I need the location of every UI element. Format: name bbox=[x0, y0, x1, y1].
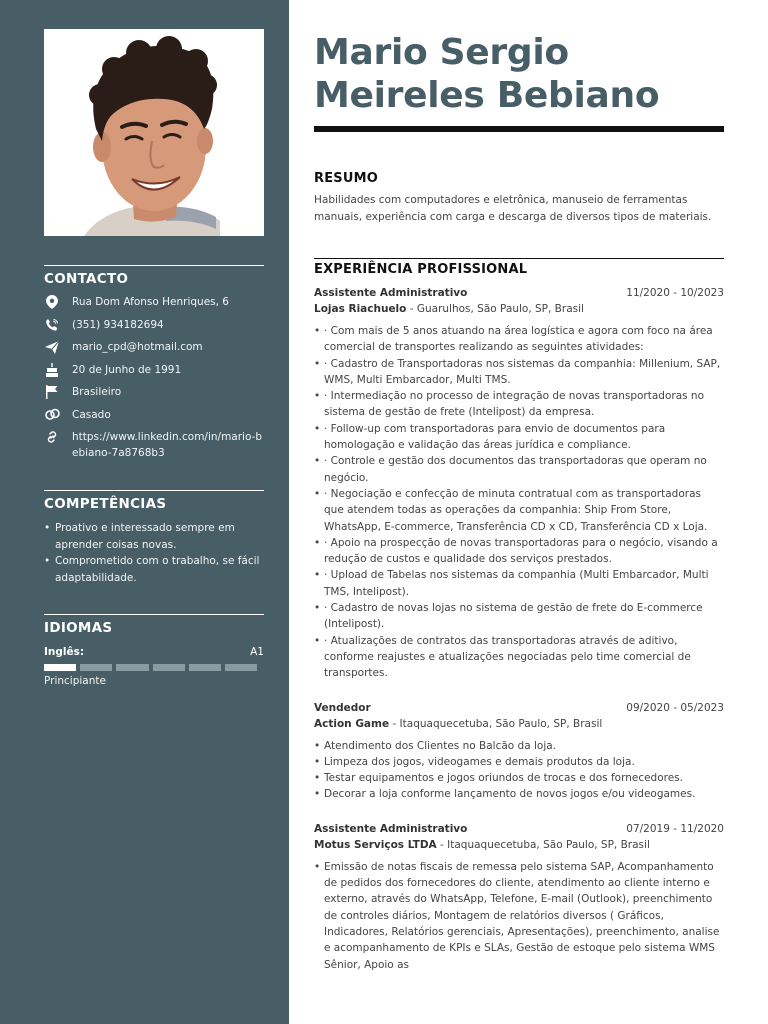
language-level-label: Principiante bbox=[44, 675, 106, 687]
summary-section bbox=[314, 171, 724, 225]
profile-photo bbox=[44, 29, 264, 236]
job-header bbox=[314, 821, 724, 837]
job-bullets bbox=[314, 323, 724, 682]
job-dates: 11/2020 - 10/2023 bbox=[626, 287, 724, 299]
job-location: - Guarulhos, São Paulo, SP, Brasil bbox=[406, 303, 584, 315]
contact-email-text: mario_cpd@hotmail.com bbox=[72, 341, 203, 353]
contact-nationality bbox=[44, 384, 264, 400]
contact-marital-status bbox=[44, 407, 264, 423]
skills-section bbox=[44, 490, 264, 586]
job-company-line bbox=[314, 837, 724, 853]
job-bullet: • Emissão de notas fiscais de remessa pelo sistema SAP, Acompanhamento de pedidos dos fornecedores do cliente, atendimento ao cliente interno e externo, através do WhatsApp, Telefone, E-mail (Outlook), preenchimento de controles diários, Montagem de relatórios diversos ( Gráficos, Indicadores, Relatórios gerenciais, Apresentações), preenchimento, analise e acompanhamento de KPIs e SLAs, Gestão de estoque pelo sistema WMS Sênior, Apoio as bbox=[314, 859, 724, 973]
send-icon bbox=[44, 339, 60, 355]
job-entry bbox=[314, 821, 724, 973]
job-bullet: • · Atualizações de contratos das transportadoras através de aditivo, conforme reajustes e atualizações negociadas pelo time comercial de transportes. bbox=[314, 633, 724, 682]
name-divider bbox=[314, 126, 724, 132]
language-level-segment bbox=[189, 664, 221, 671]
phone-icon bbox=[44, 317, 60, 333]
contact-section bbox=[44, 265, 264, 468]
skill-item: • Comprometido com o trabalho, se fácil adaptabilidade. bbox=[44, 553, 264, 586]
language-level-segment bbox=[225, 664, 257, 671]
languages-section bbox=[44, 614, 264, 687]
experience-title: EXPERIÊNCIA PROFISSIONAL bbox=[314, 262, 528, 277]
job-bullet: • Testar equipamentos e jogos oriundos de trocas e dos fornecedores. bbox=[314, 770, 724, 786]
job-bullet: • · Cadastro de novas lojas no sistema de gestão de frete do E-commerce (Intelipost). bbox=[314, 600, 724, 633]
job-role: Assistente Administrativo bbox=[314, 822, 468, 835]
language-row bbox=[44, 645, 264, 659]
job-bullet: • · Intermediação no processo de integração de novas transportadoras no sistema de gestão de frete (Intelipost) da empresa. bbox=[314, 388, 724, 421]
job-role: Vendedor bbox=[314, 701, 371, 714]
location-pin-icon bbox=[44, 294, 60, 310]
name-line-2: Meireles Bebiano bbox=[314, 75, 660, 116]
job-company-line bbox=[314, 301, 724, 317]
profile-photo-illustration bbox=[44, 29, 264, 236]
job-dates: 09/2020 - 05/2023 bbox=[626, 701, 724, 714]
job-bullet: • Atendimento dos Clientes no Balcão da loja. bbox=[314, 738, 724, 754]
language-name: Inglês: bbox=[44, 646, 85, 658]
job-company-line bbox=[314, 716, 724, 732]
contact-linkedin[interactable] bbox=[44, 429, 264, 461]
job-dates: 07/2019 - 11/2020 bbox=[626, 822, 724, 835]
job-bullet: • Limpeza dos jogos, videogames e demais produtos da loja. bbox=[314, 754, 724, 770]
link-icon bbox=[44, 429, 60, 445]
skill-item: • Proativo e interessado sempre em aprender coisas novas. bbox=[44, 520, 264, 553]
job-bullet: • · Upload de Tabelas nos sistemas da companhia (Multi Embarcador, Multi TMS, Intelipost). bbox=[314, 567, 724, 600]
birthday-cake-icon bbox=[44, 362, 60, 378]
experience-section bbox=[314, 258, 724, 973]
rings-icon bbox=[44, 407, 60, 423]
job-bullet: • Decorar a loja conforme lançamento de novos jogos e/ou videogames. bbox=[314, 786, 724, 802]
job-entry bbox=[314, 700, 724, 803]
job-bullet: • · Controle e gestão dos documentos das transportadoras que operam no negócio. bbox=[314, 453, 724, 486]
contact-birthdate-text: 20 de Junho de 1991 bbox=[72, 363, 182, 376]
job-header bbox=[314, 285, 724, 301]
full-name bbox=[314, 31, 659, 117]
language-level-code: A1 bbox=[250, 646, 264, 658]
job-role: Assistente Administrativo bbox=[314, 287, 468, 299]
sidebar bbox=[0, 0, 289, 1024]
language-level-segment bbox=[44, 664, 76, 671]
contact-linkedin-text: https://www.linkedin.com/in/mario-bebiano-7a8768b3 bbox=[72, 431, 263, 459]
job-bullet: • · Com mais de 5 anos atuando na área logística e agora com foco na área comercial de transportes realizando as seguintes atividades: bbox=[314, 323, 724, 356]
language-level-segment bbox=[153, 664, 185, 671]
job-entry bbox=[314, 285, 724, 682]
contact-phone-text: (351) 934182694 bbox=[72, 318, 164, 331]
languages-title: IDIOMAS bbox=[44, 614, 264, 637]
job-bullet: • · Cadastro de Transportadoras nos sistemas da companhia: Millenium, SAP, WMS, Multi Embarcador, Multi TMS. bbox=[314, 356, 724, 389]
job-bullet: • · Negociação e confecção de minuta contratual com as transportadoras que atendem todas as operações da companhia: Ship From Store, WhatsApp, E-commerce, Transferência CD x CD, Transferência CD x Loja. bbox=[314, 486, 724, 535]
job-header bbox=[314, 700, 724, 716]
contact-address-text: Rua Dom Afonso Henriques, 6 bbox=[72, 296, 229, 308]
job-company: Action Game bbox=[314, 717, 390, 730]
job-company: Motus Serviços LTDA bbox=[314, 838, 437, 851]
job-bullets bbox=[314, 738, 724, 803]
job-bullets bbox=[314, 859, 724, 973]
flag-icon bbox=[44, 384, 60, 400]
job-location: - Itaquaquecetuba, São Paulo, SP, Brasil bbox=[436, 838, 650, 851]
contact-title: CONTACTO bbox=[44, 265, 264, 288]
job-location: - Itaquaquecetuba, São Paulo, SP, Brasil bbox=[389, 717, 603, 730]
contact-marital-status-text: Casado bbox=[72, 408, 111, 421]
contact-phone[interactable] bbox=[44, 317, 264, 333]
contact-email[interactable] bbox=[44, 339, 264, 355]
contact-list bbox=[44, 294, 264, 461]
job-company: Lojas Riachuelo bbox=[314, 303, 407, 315]
summary-text: Habilidades com computadores e eletrônica, manuseio de ferramentas manuais, experiência com carga e descarga de diversos tipos de materiais. bbox=[314, 194, 712, 223]
summary-title: RESUMO bbox=[314, 171, 378, 186]
language-level-bar bbox=[44, 664, 257, 671]
contact-birthdate bbox=[44, 362, 264, 378]
job-bullet: • · Follow-up com transportadoras para envio de documentos para homologação e validação das áreas jurídica e compliance. bbox=[314, 421, 724, 454]
contact-address bbox=[44, 294, 264, 310]
job-bullet: • · Apoio na prospecção de novas transportadoras para o negócio, visando a redução de custos e qualidade dos serviços prestados. bbox=[314, 535, 724, 568]
skills-title: COMPETÊNCIAS bbox=[44, 490, 264, 513]
language-level-segment bbox=[80, 664, 112, 671]
name-line-1: Mario Sergio bbox=[314, 32, 569, 73]
skills-list bbox=[44, 520, 264, 586]
contact-nationality-text: Brasileiro bbox=[72, 386, 122, 398]
language-level-segment bbox=[116, 664, 148, 671]
